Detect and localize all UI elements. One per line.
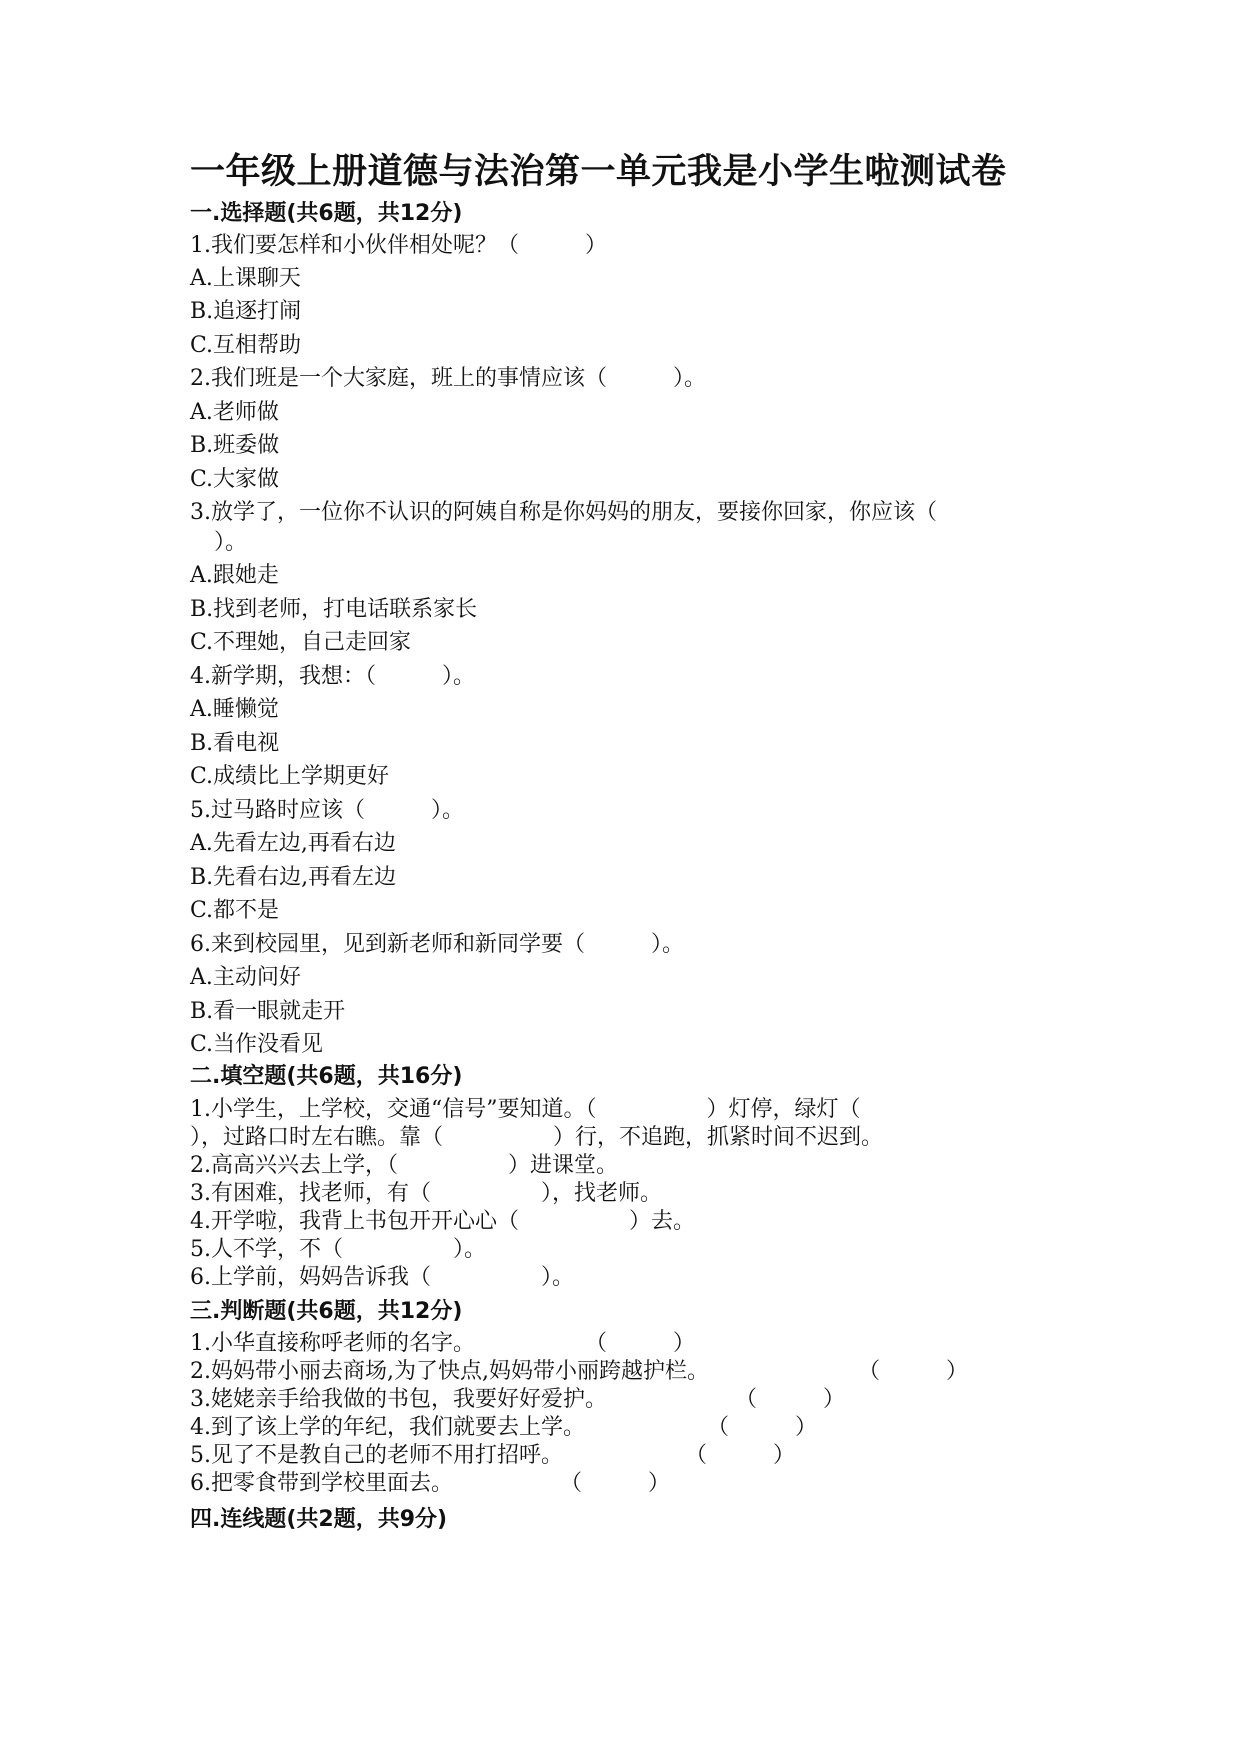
question-option: C.互相帮助	[190, 333, 302, 358]
section-heading-match: 四.连线题(共2题，共9分)	[190, 1507, 448, 1532]
question-option: A.先看左边,再看右边	[190, 831, 396, 856]
question-option: B.追逐打闹	[190, 299, 302, 324]
judge-statement: 5.见了不是教自己的老师不用打招呼。	[190, 1443, 563, 1468]
fill-line: 1.小学生，上学校，交通“信号”要知道。（ ）灯停，绿灯（	[190, 1097, 861, 1122]
question-option: A.老师做	[190, 400, 279, 425]
section-heading-fill: 二.填空题(共6题，共16分)	[190, 1064, 463, 1089]
judge-answer-paren: （ ）	[858, 1359, 969, 1384]
judge-statement: 6.把零食带到学校里面去。	[190, 1471, 453, 1496]
judge-answer-paren: （ ）	[685, 1443, 796, 1468]
question-option: C.不理她，自己走回家	[190, 630, 412, 655]
question-option: A.跟她走	[190, 563, 279, 588]
fill-line: 4.开学啦，我背上书包开开心心（ ）去。	[190, 1209, 695, 1234]
question-stem: 3.放学了，一位你不认识的阿姨自称是你妈妈的朋友，要接你回家，你应该（	[190, 500, 937, 525]
judge-statement: 1.小华直接称呼老师的名字。	[190, 1331, 475, 1356]
question-option: A.上课聊天	[190, 266, 301, 291]
question-stem: 5.过马路时应该（ ）。	[190, 798, 464, 823]
question-option: C.大家做	[190, 467, 280, 492]
judge-statement: 3.姥姥亲手给我做的书包，我要好好爱护。	[190, 1387, 607, 1412]
question-option: C.成绩比上学期更好	[190, 764, 390, 789]
fill-line: 2.高高兴兴去上学，（ ）进课堂。	[190, 1153, 618, 1178]
question-option: B.先看右边,再看左边	[190, 865, 397, 890]
fill-line: 3.有困难，找老师，有（ ），找老师。	[190, 1181, 662, 1206]
question-stem-continuation: ）。	[214, 530, 248, 555]
judge-answer-paren: （ ）	[735, 1387, 846, 1412]
question-stem: 4.新学期，我想：（ ）。	[190, 664, 475, 689]
section-heading-choice: 一.选择题(共6题，共12分)	[190, 201, 463, 226]
judge-statement: 2.妈妈带小丽去商场,为了快点,妈妈带小丽跨越护栏。	[190, 1359, 709, 1384]
judge-answer-paren: （ ）	[560, 1471, 671, 1496]
judge-statement: 4.到了该上学的年纪，我们就要去上学。	[190, 1415, 585, 1440]
fill-line: ），过路口时左右瞧。靠（ ）行，不追跑，抓紧时间不迟到。	[190, 1125, 884, 1150]
question-option: C.都不是	[190, 898, 280, 923]
fill-line: 6.上学前，妈妈告诉我（ ）。	[190, 1265, 574, 1290]
question-stem: 6.来到校园里，见到新老师和新同学要（ ）。	[190, 932, 684, 957]
question-option: B.班委做	[190, 433, 280, 458]
question-option: C.当作没看见	[190, 1032, 324, 1057]
section-heading-judge: 三.判断题(共6题，共12分)	[190, 1299, 463, 1324]
page-title: 一年级上册道德与法治第一单元我是小学生啦测试卷	[190, 152, 1007, 192]
question-option: A.睡懒觉	[190, 697, 279, 722]
question-option: B.找到老师，打电话联系家长	[190, 597, 478, 622]
fill-line: 5.人不学，不（ ）。	[190, 1237, 486, 1262]
question-option: B.看一眼就走开	[190, 999, 346, 1024]
judge-answer-paren: （ ）	[585, 1331, 696, 1356]
question-stem: 1.我们要怎样和小伙伴相处呢？（ ）	[190, 233, 607, 258]
question-option: B.看电视	[190, 731, 280, 756]
question-stem: 2.我们班是一个大家庭，班上的事情应该（ ）。	[190, 366, 706, 391]
judge-answer-paren: （ ）	[707, 1415, 818, 1440]
question-option: A.主动问好	[190, 965, 301, 990]
